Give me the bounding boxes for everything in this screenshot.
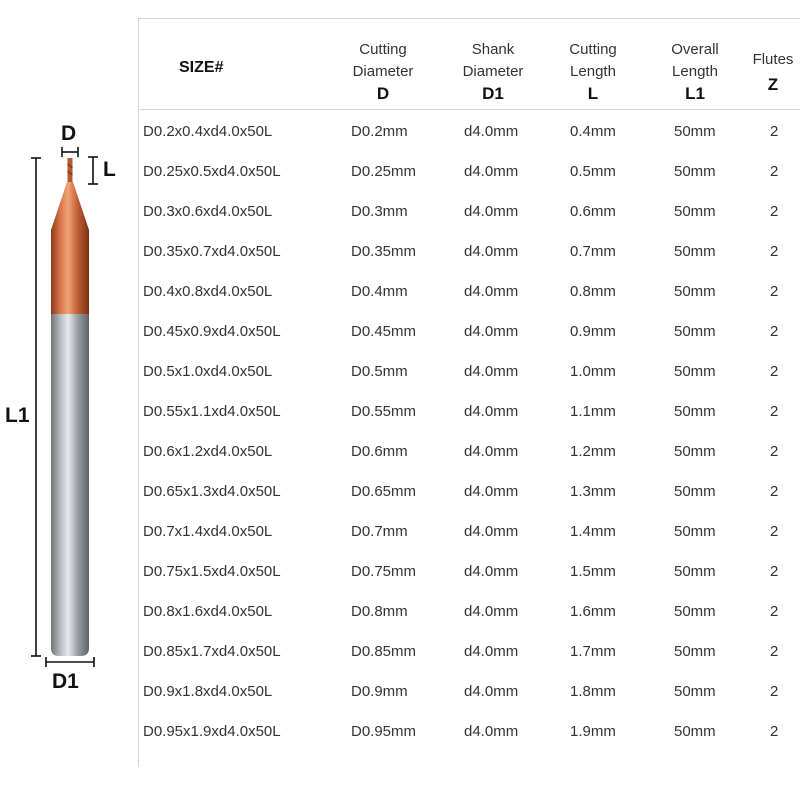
cell-flutes: 2 xyxy=(770,603,779,620)
cell-model: D0.8x1.6xd4.0x50L xyxy=(143,603,273,620)
cell-cutting-diameter: D0.4mm xyxy=(351,283,408,300)
table-header xyxy=(139,19,800,110)
cell-model: D0.55x1.1xd4.0x50L xyxy=(143,403,281,420)
label-d: D xyxy=(61,122,77,145)
cell-cutting-length: 1.8mm xyxy=(570,683,616,700)
table-row xyxy=(139,552,800,592)
cell-shank-diameter: d4.0mm xyxy=(464,123,519,140)
cell-flutes: 2 xyxy=(770,283,779,300)
cell-flutes: 2 xyxy=(770,163,779,180)
cell-cutting-length: 0.5mm xyxy=(570,163,616,180)
spec-table xyxy=(138,18,800,767)
cell-overall-length: 50mm xyxy=(674,123,716,140)
table-row xyxy=(139,392,800,432)
cell-shank-diameter: d4.0mm xyxy=(464,643,519,660)
cell-shank-diameter: d4.0mm xyxy=(464,723,519,740)
cell-overall-length: 50mm xyxy=(674,363,716,380)
cell-cutting-diameter: D0.95mm xyxy=(351,723,417,740)
cell-model: D0.35x0.7xd4.0x50L xyxy=(143,243,281,260)
table-row xyxy=(139,712,800,752)
cell-cutting-diameter: D0.55mm xyxy=(351,403,417,420)
cell-model: D0.6x1.2xd4.0x50L xyxy=(143,443,273,460)
cell-model: D0.7x1.4xd4.0x50L xyxy=(143,523,273,540)
label-l: L xyxy=(103,158,116,181)
cell-cutting-diameter: D0.3mm xyxy=(351,203,408,220)
table-row xyxy=(139,192,800,232)
label-l1: L1 xyxy=(5,404,30,427)
cell-flutes: 2 xyxy=(770,203,779,220)
cell-overall-length: 50mm xyxy=(674,283,716,300)
cell-shank-diameter: d4.0mm xyxy=(464,563,519,580)
cell-cutting-diameter: D0.9mm xyxy=(351,683,408,700)
table-row xyxy=(139,672,800,712)
cell-model: D0.75x1.5xd4.0x50L xyxy=(143,563,281,580)
table-body xyxy=(139,112,800,752)
cell-flutes: 2 xyxy=(770,483,779,500)
cell-shank-diameter: d4.0mm xyxy=(464,163,519,180)
cell-flutes: 2 xyxy=(770,443,779,460)
cell-overall-length: 50mm xyxy=(674,563,716,580)
cell-overall-length: 50mm xyxy=(674,323,716,340)
cell-cutting-length: 0.7mm xyxy=(570,243,616,260)
header-flutes: Flutes Z xyxy=(752,51,794,94)
cell-model: D0.65x1.3xd4.0x50L xyxy=(143,483,281,500)
cell-cutting-diameter: D0.5mm xyxy=(351,363,408,380)
cell-cutting-length: 1.6mm xyxy=(570,603,616,620)
header-shank-diameter: Shank Diameter D1 xyxy=(462,41,524,103)
cell-model: D0.3x0.6xd4.0x50L xyxy=(143,203,273,220)
cell-cutting-diameter: D0.35mm xyxy=(351,243,417,260)
cell-model: D0.5x1.0xd4.0x50L xyxy=(143,363,273,380)
cell-overall-length: 50mm xyxy=(674,443,716,460)
cell-flutes: 2 xyxy=(770,243,779,260)
cell-overall-length: 50mm xyxy=(674,643,716,660)
table-row xyxy=(139,152,800,192)
cell-cutting-diameter: D0.65mm xyxy=(351,483,417,500)
cell-overall-length: 50mm xyxy=(674,723,716,740)
cell-cutting-length: 0.8mm xyxy=(570,283,616,300)
header-overall-length: Overall Length L1 xyxy=(671,41,719,103)
table-row xyxy=(139,512,800,552)
cell-overall-length: 50mm xyxy=(674,163,716,180)
cell-flutes: 2 xyxy=(770,123,779,140)
cell-model: D0.4x0.8xd4.0x50L xyxy=(143,283,273,300)
cell-cutting-length: 1.4mm xyxy=(570,523,616,540)
cell-cutting-length: 1.7mm xyxy=(570,643,616,660)
cell-flutes: 2 xyxy=(770,683,779,700)
cell-shank-diameter: d4.0mm xyxy=(464,363,519,380)
cell-cutting-length: 1.2mm xyxy=(570,443,616,460)
cell-cutting-length: 1.1mm xyxy=(570,403,616,420)
cell-cutting-length: 1.9mm xyxy=(570,723,616,740)
cell-flutes: 2 xyxy=(770,323,779,340)
table-row xyxy=(139,472,800,512)
table-row xyxy=(139,352,800,392)
cell-cutting-length: 0.6mm xyxy=(570,203,616,220)
end-mill-drawing xyxy=(0,0,138,800)
cell-cutting-diameter: D0.45mm xyxy=(351,323,417,340)
cell-cutting-diameter: D0.85mm xyxy=(351,643,417,660)
cell-model: D0.2x0.4xd4.0x50L xyxy=(143,123,273,140)
cell-flutes: 2 xyxy=(770,643,779,660)
cell-overall-length: 50mm xyxy=(674,523,716,540)
l1-dimension-line xyxy=(31,158,41,656)
table-row xyxy=(139,272,800,312)
cell-model: D0.85x1.7xd4.0x50L xyxy=(143,643,281,660)
cell-cutting-diameter: D0.8mm xyxy=(351,603,408,620)
cell-shank-diameter: d4.0mm xyxy=(464,323,519,340)
table-row xyxy=(139,232,800,272)
cell-shank-diameter: d4.0mm xyxy=(464,243,519,260)
cell-cutting-length: 0.9mm xyxy=(570,323,616,340)
neck-taper xyxy=(51,182,89,230)
cell-cutting-diameter: D0.75mm xyxy=(351,563,417,580)
coated-shank xyxy=(51,230,89,314)
cell-overall-length: 50mm xyxy=(674,603,716,620)
table-row xyxy=(139,632,800,672)
cell-flutes: 2 xyxy=(770,363,779,380)
header-size: SIZE# xyxy=(179,59,224,76)
cell-cutting-diameter: D0.25mm xyxy=(351,163,417,180)
table-row xyxy=(139,432,800,472)
cell-overall-length: 50mm xyxy=(674,483,716,500)
l-dimension-line xyxy=(88,157,98,184)
cell-shank-diameter: d4.0mm xyxy=(464,603,519,620)
cell-model: D0.45x0.9xd4.0x50L xyxy=(143,323,281,340)
cell-cutting-diameter: D0.2mm xyxy=(351,123,408,140)
cutting-tip xyxy=(68,158,73,182)
cell-overall-length: 50mm xyxy=(674,403,716,420)
cell-cutting-length: 0.4mm xyxy=(570,123,616,140)
cell-cutting-diameter: D0.6mm xyxy=(351,443,408,460)
table-row xyxy=(139,312,800,352)
cell-overall-length: 50mm xyxy=(674,243,716,260)
cell-flutes: 2 xyxy=(770,723,779,740)
cell-shank-diameter: d4.0mm xyxy=(464,523,519,540)
cell-cutting-length: 1.0mm xyxy=(570,363,616,380)
table-row xyxy=(139,112,800,152)
cell-model: D0.9x1.8xd4.0x50L xyxy=(143,683,273,700)
cell-cutting-diameter: D0.7mm xyxy=(351,523,408,540)
cell-shank-diameter: d4.0mm xyxy=(464,443,519,460)
label-d1: D1 xyxy=(52,670,79,693)
header-cutting-length: Cutting Length L xyxy=(569,41,617,103)
header-cutting-diameter: Cutting Diameter D xyxy=(352,41,414,103)
cell-flutes: 2 xyxy=(770,563,779,580)
table-row xyxy=(139,592,800,632)
steel-shank xyxy=(51,314,89,656)
cell-shank-diameter: d4.0mm xyxy=(464,683,519,700)
cell-shank-diameter: d4.0mm xyxy=(464,283,519,300)
cell-model: D0.95x1.9xd4.0x50L xyxy=(143,723,281,740)
cell-cutting-length: 1.3mm xyxy=(570,483,616,500)
cell-model: D0.25x0.5xd4.0x50L xyxy=(143,163,281,180)
cell-shank-diameter: d4.0mm xyxy=(464,403,519,420)
cell-cutting-length: 1.5mm xyxy=(570,563,616,580)
cell-shank-diameter: d4.0mm xyxy=(464,203,519,220)
cell-overall-length: 50mm xyxy=(674,683,716,700)
cell-shank-diameter: d4.0mm xyxy=(464,483,519,500)
cell-flutes: 2 xyxy=(770,403,779,420)
d1-dimension-line xyxy=(46,657,94,667)
cell-flutes: 2 xyxy=(770,523,779,540)
cell-overall-length: 50mm xyxy=(674,203,716,220)
d-dimension-line xyxy=(62,147,78,157)
